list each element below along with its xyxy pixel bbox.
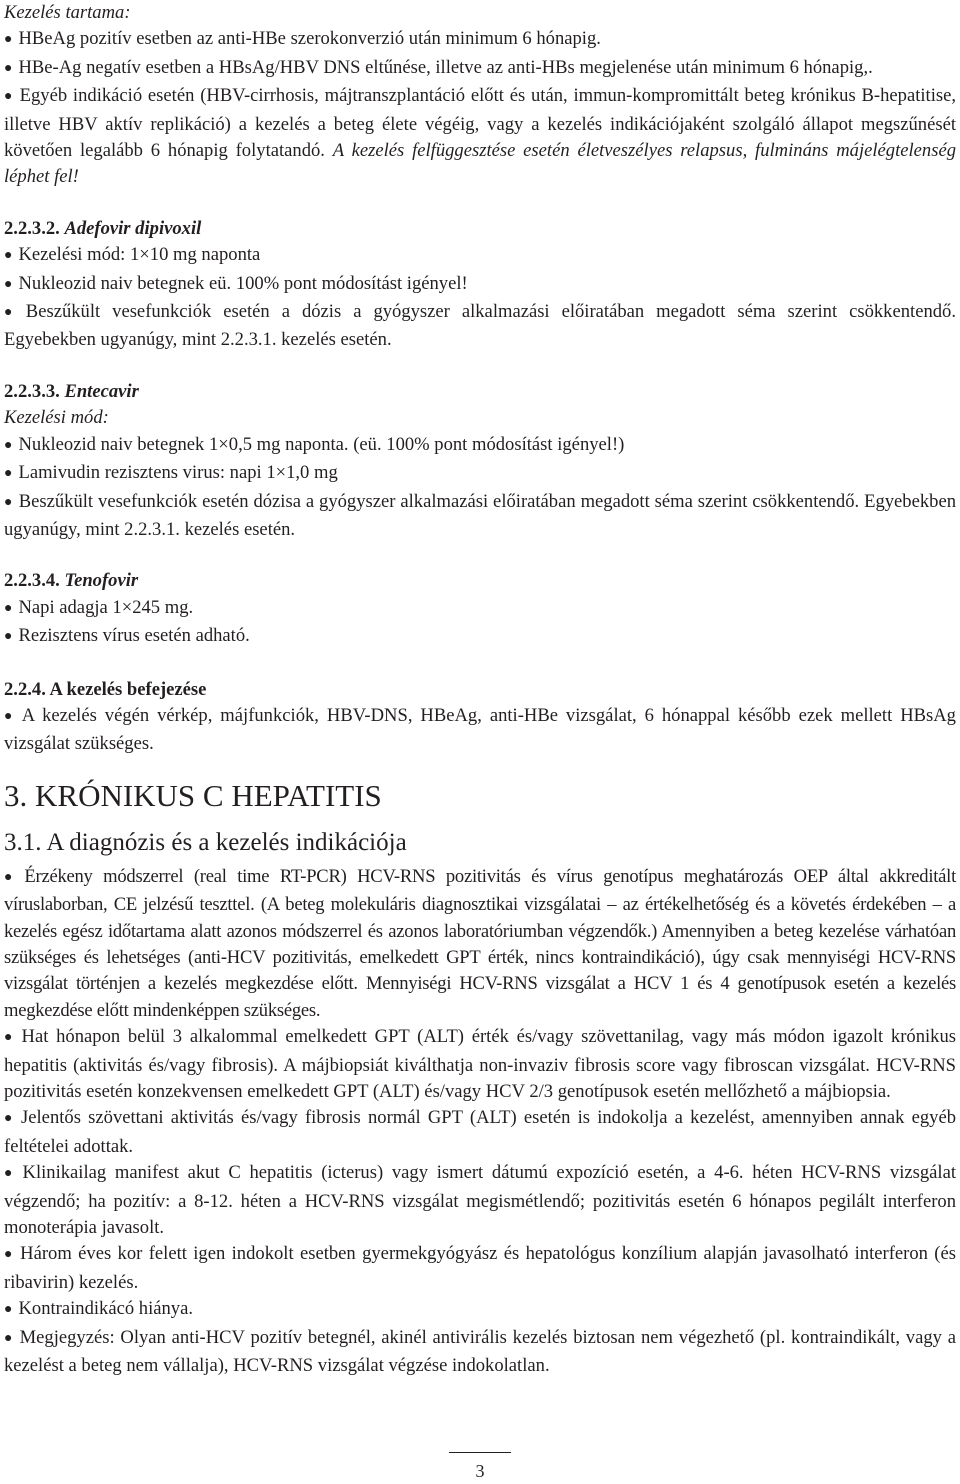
list-item: ● Kezelési mód: 1×10 mg naponta	[4, 244, 261, 266]
list-item: ● Érzékeny módszerrel (real time RT-PCR) HCV-RNS pozitivitás és vírus genotípus meghatározás OEP által akkreditált víruslaborban, CE jelzésű teszttel. (A beteg molekuláris diagnosztikai vizsgálatai – az értékelhetőség és a követés érdekében – a kezelés egész időtartama alatt azonos módszerrel és azonos laboratóriumban végzendők.) Amennyiben a beteg kezelése várhatóan szükséges és lehetséges (anti-HCV pozitivitás, emelkedett GPT érték, nincs kontraindikáció), úgy csak mennyiségi HCV-RNS vizsgálat történjen a kezelés megkezdése előtt. Mennyiségi HCV-RNS vizsgálat a HCV 1 és 4 genotípusok esetén a kezelés megkezdése előtt mindenképpen szükséges.	[4, 865, 956, 1021]
section-title: 3.1. A diagnózis és a kezelés indikációja	[4, 828, 407, 856]
page-number: 3	[475, 1461, 485, 1481]
list-item: ● HBe-Ag negatív esetben a HBsAg/HBV DNS eltűnése, illetve az anti-HBs megjelenése után minimum 6 hónapig,.	[4, 56, 873, 78]
list-item: ● Rezisztens vírus esetén adható.	[4, 625, 250, 647]
list-item: ● Hat hónapon belül 3 alkalommal emelkedett GPT (ALT) érték és/vagy szövettanilag, vagy más módon igazolt krónikus hepatitis (aktivitás és/vagy fibrosis). A májbiopsiát kiválthatja non-invaziv fibrosis score vagy fibroscan vizsgálat. HCV-RNS pozitivitás esetén konzekvensen emelkedett GPT (ALT) és/vagy HCV 2/3 genotípusok esetén mellőzhető a májbiopsia.	[4, 1026, 956, 1102]
list-item: ● Három éves kor felett igen indokolt esetben gyermekgyógyász és hepatológus konzílium alapján javasolható interferon (és ribavirin) kezelés.	[4, 1243, 956, 1293]
list-item: ● Beszűkült vesefunkciók esetén a dózis a gyógyszer alkalmazási előiratában megadott séma szerint csökkentendő. Egyebekben ugyanúgy, mint 2.2.3.1. kezelés esetén.	[4, 301, 956, 351]
bullet-icon: ●	[4, 1330, 14, 1346]
list-item: ● Megjegyzés: Olyan anti-HCV pozitív betegnél, akinél antivirális kezelés biztosan nem végezhető (pl. kontraindikált, vagy a kezelést a beteg nem vállalja), HCV-RNS vizsgálat végzése indokolatlan.	[4, 1326, 956, 1377]
list-item: ● HBeAg pozitív esetben az anti-HBe szerokonverzió után minimum 6 hónapig.	[4, 28, 601, 50]
bullet-icon: ●	[4, 869, 19, 885]
bullet-icon: ●	[4, 32, 13, 48]
treatment-end-heading: 2.2.4. A kezelés befejezése	[4, 678, 207, 700]
list-item: ● Nukleozid naiv betegnek 1×0,5 mg naponta. (eü. 100% pont módosítást igényel!)	[4, 433, 625, 455]
bullet-icon: ●	[4, 600, 13, 616]
tenofovir-heading: 2.2.3.4. Tenofovir	[4, 570, 139, 592]
bullet-icon: ●	[4, 60, 13, 76]
list-item: ● Nukleozid naiv betegnek eü. 100% pont módosítást igényel!	[4, 272, 468, 294]
chapter-title: 3. KRÓNIKUS C HEPATITIS	[4, 777, 382, 813]
list-item: ● Beszűkült vesefunkciók esetén dózisa a gyógyszer alkalmazási előiratában megadott séma szerint csökkentendő. Egyebekben ugyanúgy, mint 2.2.3.1. kezelés esetén.	[4, 490, 956, 540]
list-item: ● Kontraindikácó hiánya.	[4, 1298, 193, 1320]
relapse-warning: A kezelés felfüggesztése esetén életveszélyes relapsus, fulmináns májelégtelenség léphet fel!	[4, 140, 956, 188]
footer-divider	[449, 1452, 511, 1453]
bullet-icon: ●	[4, 437, 13, 453]
bullet-icon: ●	[4, 248, 13, 264]
list-item: ● Jelentős szövettani aktivitás és/vagy fibrosis normál GPT (ALT) esetén is indokolja a kezelést, amennyiben annak egyéb feltételei adottak.	[4, 1107, 956, 1157]
list-item: ● A kezelés végén vérkép, májfunkciók, HBV-DNS, HBeAg, anti-HBe vizsgálat, 6 hónappal később ezek mellett HBsAg vizsgálat szükséges.	[4, 704, 956, 755]
bullet-icon: ●	[4, 1247, 15, 1263]
bullet-icon: ●	[4, 708, 16, 724]
bullet-icon: ●	[4, 494, 13, 510]
entecavir-subtitle: Kezelési mód:	[4, 407, 109, 429]
bullet-icon: ●	[4, 305, 20, 321]
bullet-icon: ●	[4, 629, 13, 645]
bullet-icon: ●	[4, 276, 13, 292]
list-item: ● Egyéb indikáció esetén (HBV-cirrhosis, májtranszplantáció előtt és után, immun-kompromittált beteg krónikus B-hepatitise, illetve HBV aktív replikáció) a kezelés a beteg élete végéig, vagy a kezelés indikációjaként szolgáló állapot megszűnését követően legalább 6 hónapig folytatandó. A kezelés felfüggesztése esetén életveszélyes relapsus, fulmináns májelégtelenség léphet fel!	[4, 85, 956, 188]
bullet-icon: ●	[4, 89, 14, 105]
bullet-icon: ●	[4, 1166, 17, 1182]
list-item: ● Klinikailag manifest akut C hepatitis (icterus) vagy ismert dátumú expozíció esetén, a 4-6. héten HCV-RNS vizsgálat végzendő; ha pozitív: a 8-12. héten a HCV-RNS vizsgálat megismétlendő; pozitivitás esetén 6 hónapos pegilált interferon monoterápia javasolt.	[4, 1162, 956, 1239]
treatment-duration-heading: Kezelés tartama:	[4, 2, 131, 23]
bullet-icon: ●	[4, 1111, 16, 1127]
adefovir-heading: 2.2.3.2. Adefovir dipivoxil	[4, 217, 202, 239]
bullet-icon: ●	[4, 1030, 16, 1046]
bullet-icon: ●	[4, 466, 13, 482]
bullet-icon: ●	[4, 1302, 13, 1318]
list-item: ● Napi adagja 1×245 mg.	[4, 596, 194, 618]
entecavir-heading: 2.2.3.3. Entecavir	[4, 380, 139, 402]
list-item: ● Lamivudin rezisztens virus: napi 1×1,0 mg	[4, 462, 338, 484]
